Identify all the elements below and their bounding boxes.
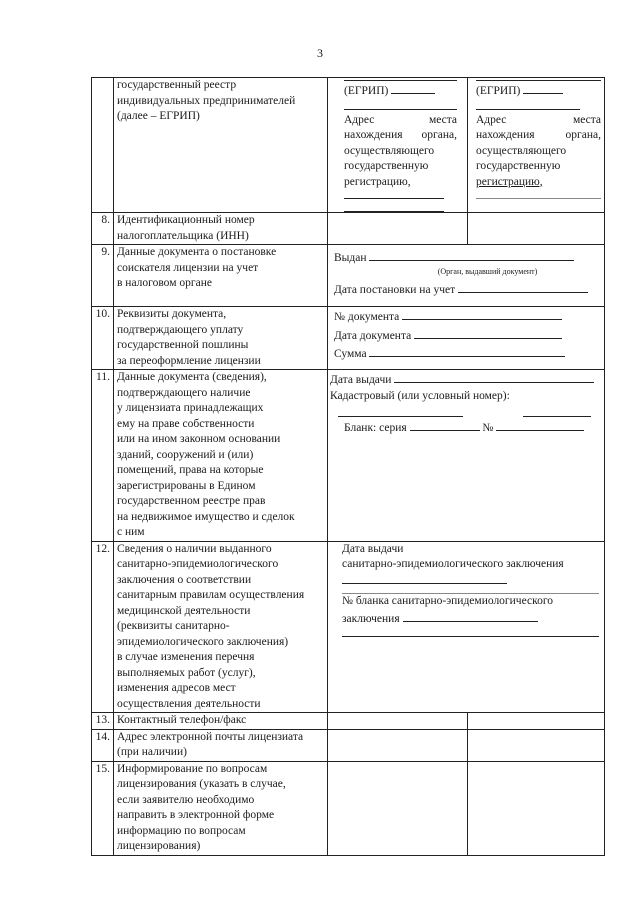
- label-line: Реквизиты документа,: [117, 308, 227, 320]
- label-line: санитарно-эпидемиологического: [117, 558, 279, 570]
- address-line: регистрацию,: [476, 175, 543, 188]
- label-line: соискателя лицензии на учет: [117, 261, 259, 274]
- label-line: заключения о соответствии: [117, 573, 252, 586]
- reg-date-line: Дата постановки на учет: [334, 280, 601, 299]
- label-line: налогоплательщика (ИНН): [117, 229, 249, 242]
- label-line: Информирование по вопросам: [117, 762, 268, 775]
- row-number: 9.: [92, 245, 114, 307]
- form-number-label: № бланка санитарно-эпидемиологического: [342, 594, 554, 607]
- blank-line: [476, 100, 580, 110]
- table-row-12: [92, 541, 605, 713]
- amount-field: [369, 344, 565, 357]
- address-line: Адрес места: [344, 113, 457, 126]
- label-line: Данные документа о постановке: [117, 246, 277, 258]
- issued-field: [369, 248, 574, 261]
- series-field: [410, 418, 480, 431]
- page-number: 3: [317, 46, 323, 60]
- issued-hint: (Орган, выдавший документ): [437, 266, 538, 276]
- label-line: Адрес электронной почты лицензиата: [117, 730, 304, 743]
- value-cell-a: [328, 713, 468, 730]
- value-cell-b: [468, 78, 605, 213]
- reg-date-field: [458, 280, 588, 293]
- label-line: зданий, сооружений и (или): [117, 448, 254, 461]
- address-line: государственную: [344, 160, 429, 172]
- label-line: на недвижимое имущество и сделок: [117, 510, 295, 523]
- value-cell-a: [328, 729, 468, 761]
- label-line: (при наличии): [117, 746, 187, 758]
- form-series-line: Бланк: серия №: [344, 418, 601, 437]
- row-label: [114, 245, 328, 307]
- address-line: регистрацию,: [344, 175, 411, 188]
- row-label: [114, 713, 328, 730]
- label-line: изменения адресов мест: [117, 682, 236, 694]
- row-number: 11.: [92, 370, 114, 542]
- label-line: государственной пошлины: [117, 339, 249, 351]
- conclusion-date-field: [342, 573, 507, 584]
- conclusion-number-field: [403, 609, 538, 622]
- row-number: 15.: [92, 761, 114, 855]
- address-line: государственную: [476, 160, 561, 172]
- row-number: 13.: [92, 713, 114, 730]
- blank-line: [342, 628, 599, 637]
- value-cell-merged: [328, 541, 605, 713]
- table-row-11: [92, 370, 605, 542]
- table-row-8: [92, 213, 605, 245]
- label-line: или на ином законном основании: [117, 433, 281, 445]
- table-row-prev: [92, 78, 605, 213]
- value-cell-merged: [328, 307, 605, 370]
- blank-field: [523, 81, 563, 94]
- conclusion-number-line: заключения: [342, 609, 601, 628]
- label-line: эпидемиологического заключения): [117, 635, 289, 648]
- address-line: Адрес места: [476, 113, 601, 126]
- label-line: если заявителю необходимо: [117, 793, 255, 806]
- blank-line: [344, 199, 444, 212]
- label-line: подтверждающего наличие: [117, 386, 251, 399]
- license-form-table: [91, 77, 605, 856]
- label-line: (далее – ЕГРИП): [117, 110, 200, 122]
- row-label: [114, 213, 328, 245]
- blank-line: [342, 584, 599, 594]
- issue-date-label: Дата выдачи: [342, 542, 404, 555]
- issue-date-line: Дата выдачи: [330, 370, 601, 389]
- address-line: нахождения органа,: [344, 129, 457, 141]
- conclusion-label: санитарно-эпидемиологического заключения: [342, 558, 564, 570]
- table-row-9: [92, 245, 605, 307]
- egrip-line: (ЕГРИП): [344, 81, 457, 100]
- label-line: индивидуальных предпринимателей: [117, 94, 296, 107]
- label-line: подтверждающего уплату: [117, 323, 244, 336]
- doc-date-line: Дата документа: [334, 326, 601, 345]
- issued-line: Выдан: [334, 248, 601, 267]
- label-line: Идентификационный номер: [117, 214, 255, 226]
- label-line: медицинской деятельности: [117, 604, 251, 617]
- row-number: 12.: [92, 541, 114, 713]
- row-label: [114, 729, 328, 761]
- row-number-empty: [92, 78, 114, 213]
- address-line: осуществляющего: [476, 144, 567, 157]
- table-row-13: [92, 713, 605, 730]
- row-label: [114, 541, 328, 713]
- value-cell-b: [468, 729, 605, 761]
- label-line: осуществления деятельности: [117, 697, 261, 710]
- value-cell-merged: [328, 245, 605, 307]
- row-label: [114, 761, 328, 855]
- egrip-line: (ЕГРИП): [476, 81, 601, 100]
- row-number: 14.: [92, 729, 114, 761]
- label-line: с ним: [117, 526, 145, 538]
- value-cell-b: [468, 213, 605, 245]
- label-line: у лицензиата принадлежащих: [117, 402, 264, 414]
- label-line: санитарным правилам осуществления: [117, 589, 305, 601]
- table-row-10: [92, 307, 605, 370]
- label-line: помещений, права на которые: [117, 464, 264, 476]
- table-row-14: [92, 729, 605, 761]
- value-cell-a: [328, 78, 468, 213]
- table-row-15: [92, 761, 605, 855]
- label-line: в случае изменения перечня: [117, 651, 255, 663]
- row-label: [114, 370, 328, 542]
- doc-number-field: [402, 307, 562, 320]
- value-cell-merged: [328, 370, 605, 542]
- label-line: зарегистрированы в Едином: [117, 479, 256, 492]
- label-line: информацию по вопросам: [117, 824, 246, 837]
- label-line: Сведения о наличии выданного: [117, 542, 272, 555]
- blank-field: [391, 81, 435, 94]
- row-label: [114, 78, 328, 213]
- label-line: Данные документа (сведения),: [117, 371, 267, 383]
- label-line: (реквизиты санитарно-: [117, 620, 230, 632]
- row-number: 10.: [92, 307, 114, 370]
- label-line: за переоформление лицензии: [117, 354, 261, 367]
- row-number: 8.: [92, 213, 114, 245]
- doc-number-line: № документа: [334, 307, 601, 326]
- blank-line: [476, 190, 601, 199]
- address-line: осуществляющего: [344, 144, 435, 157]
- cadastral-field: [338, 404, 463, 417]
- issue-date-field: [394, 370, 594, 383]
- cadastral-field-2: [523, 404, 591, 417]
- value-cell-b: [468, 761, 605, 855]
- blank-line: [344, 100, 457, 110]
- value-cell-b: [468, 713, 605, 730]
- value-cell-a: [328, 761, 468, 855]
- address-line: нахождения органа,: [476, 129, 601, 141]
- label-line: государственном реестре прав: [117, 495, 266, 507]
- label-line: выполняемых работ (услуг),: [117, 666, 256, 679]
- form-number-field: [496, 418, 584, 431]
- cadastral-lines: [330, 404, 601, 418]
- amount-line: Сумма: [334, 344, 601, 363]
- label-line: направить в электронной форме: [117, 809, 275, 821]
- row-label: [114, 307, 328, 370]
- label-line: лицензирования): [117, 840, 201, 852]
- label-line: Контактный телефон/факс: [117, 714, 247, 726]
- label-line: в налоговом органе: [117, 277, 212, 289]
- label-line: лицензирования (указать в случае,: [117, 778, 286, 790]
- label-line: ему на праве собственности: [117, 417, 255, 430]
- value-cell-a: [328, 213, 468, 245]
- label-line: государственный реестр: [117, 79, 237, 91]
- cadastral-label: Кадастровый (или условный номер):: [330, 389, 510, 402]
- doc-date-field: [414, 326, 562, 339]
- blank-line: [344, 190, 444, 199]
